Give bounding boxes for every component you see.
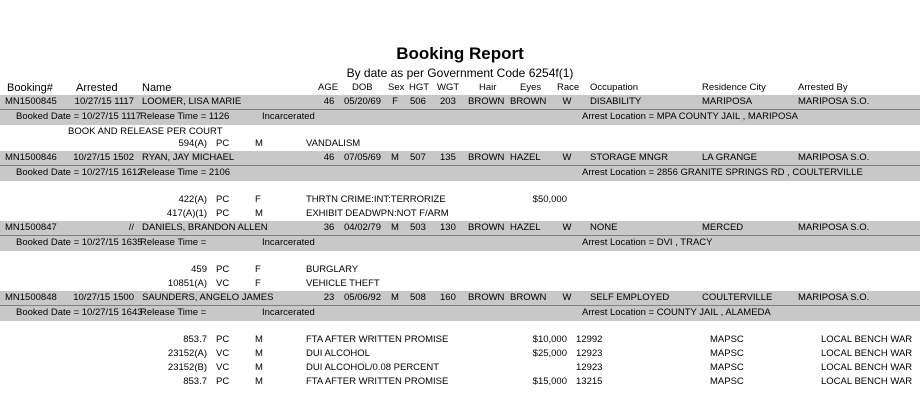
charge-statute-type: VC [216,362,230,373]
arresting-agency: MARIPOSA S.O. [798,152,870,163]
charge-level: F [255,194,261,205]
height: 508 [410,292,426,303]
booking-number: MN1500848 [5,292,57,303]
arrest-location: Arrest Location = MPA COUNTY JAIL , MARIPOSA [582,111,799,122]
charge-court: LOCAL BENCH WAR [821,334,913,345]
row-divider [0,165,920,166]
header-dob: DOB [352,82,373,93]
dob: 05/20/69 [344,96,381,107]
sex: F [392,96,398,107]
release-time: Release Time = 2106 [140,167,231,178]
charge-code: 10851(A) [167,278,207,289]
header-booking: Booking# [7,82,53,94]
weight: 160 [440,292,456,303]
charge-level: M [255,334,263,345]
race: W [562,96,572,107]
booking-number: MN1500845 [5,96,57,107]
arrested-datetime: // [128,222,134,233]
sex: M [391,292,399,303]
hair-color: BROWN [468,292,505,303]
charge-description: DUI ALCOHOL/0.08 PERCENT [306,362,440,373]
weight: 135 [440,152,456,163]
person-name: SAUNDERS, ANGELO JAMES [142,292,274,303]
arresting-agency: MARIPOSA S.O. [798,222,870,233]
hair-color: BROWN [468,152,505,163]
charge-code: 23152(A) [167,348,207,359]
eye-color: HAZEL [510,152,541,163]
charge-bail: $25,000 [532,348,567,359]
booked-date: Booked Date = 10/27/15 1612 [16,167,143,178]
age: 36 [323,222,335,233]
charge-code: 853.7 [183,376,207,387]
charge-code: 422(A) [178,194,207,205]
person-name: LOOMER, LISA MARIE [142,96,242,107]
charge-bail: $10,000 [532,334,567,345]
header-name: Name [142,82,172,94]
race: W [562,152,572,163]
header-arrested-by: Arrested By [798,82,848,93]
booking-number: MN1500846 [5,152,57,163]
charge-statute-type: PC [216,376,230,387]
arrested-datetime: 10/27/15 1500 [73,292,134,303]
custody-status: Incarcerated [262,237,315,248]
charge-code: 417(A)(1) [166,208,207,219]
charge-court: LOCAL BENCH WAR [821,376,913,387]
charge-description: FTA AFTER WRITTEN PROMISE [306,376,449,387]
race: W [562,222,572,233]
dob: 05/06/92 [344,292,381,303]
charge-agency: MAPSC [710,334,744,345]
charge-bail: $50,000 [532,194,567,205]
charge-description: EXHIBIT DEADWPN:NOT F/ARM [306,208,449,219]
occupation: STORAGE MNGR [590,152,668,163]
eye-color: BROWN [510,292,547,303]
row-divider [0,109,920,110]
charge-code: 459 [191,264,207,275]
occupation: NONE [590,222,618,233]
booked-date: Booked Date = 10/27/15 1117 [16,111,142,122]
occupation: SELF EMPLOYED [590,292,670,303]
charge-level: M [255,138,263,149]
custody-status: Incarcerated [262,111,315,122]
charge-court: LOCAL BENCH WAR [821,362,913,373]
charge-level: M [255,376,263,387]
charge-statute-type: PC [216,208,230,219]
charge-description: DUI ALCOHOL [306,348,370,359]
charge-statute-type: PC [216,194,230,205]
charge-description: BURGLARY [306,264,359,275]
person-name: DANIELS, BRANDON ALLEN [142,222,268,233]
report-subtitle: By date as per Government Code 6254f(1) [346,66,574,80]
weight: 203 [440,96,456,107]
header-residence-city: Residence City [702,82,766,93]
header-eyes: Eyes [520,82,542,93]
charge-description: VANDALISM [306,138,361,149]
release-time: Release Time = 1126 [140,111,230,122]
person-name: RYAN, JAY MICHAEL [142,152,235,163]
charge-statute-type: PC [216,264,230,275]
booking-note: BOOK AND RELEASE PER COURT [68,126,223,137]
charge-level: M [255,348,263,359]
arrested-datetime: 10/27/15 1117 [74,96,134,107]
charge-case-number: 12992 [576,334,603,345]
eye-color: BROWN [510,96,547,107]
weight: 130 [440,222,456,233]
booking-number: MN1500847 [5,222,57,233]
charge-bail: $15,000 [532,376,567,387]
residence-city: COULTERVILLE [702,292,773,303]
header-hair: Hair [479,82,497,93]
charge-description: THRTN CRIME:INT:TERRORIZE [306,194,446,205]
height: 506 [410,96,426,107]
dob: 07/05/69 [344,152,381,163]
race: W [562,292,572,303]
age: 23 [323,292,335,303]
header-wgt: WGT [437,82,460,93]
header-occupation: Occupation [590,82,639,93]
occupation: DISABILITY [590,96,642,107]
charge-code: 853.7 [183,334,207,345]
height: 507 [410,152,426,163]
charge-agency: MAPSC [710,376,744,387]
release-time: Release Time = [140,237,207,248]
charge-court: LOCAL BENCH WAR [821,348,913,359]
charge-level: F [255,264,261,275]
hair-color: BROWN [468,96,505,107]
sex: M [391,152,399,163]
charge-description: VEHICLE THEFT [306,278,380,289]
charge-description: FTA AFTER WRITTEN PROMISE [306,334,449,345]
booked-date: Booked Date = 10/27/15 1643 [16,307,143,318]
charge-case-number: 13215 [576,376,603,387]
charge-level: M [255,362,263,373]
header-arrested: Arrested [76,82,118,94]
charge-statute-type: VC [216,278,230,289]
arresting-agency: MARIPOSA S.O. [798,96,870,107]
row-divider [0,235,920,236]
residence-city: MARIPOSA [702,96,753,107]
charge-agency: MAPSC [710,362,744,373]
sex: M [391,222,399,233]
eye-color: HAZEL [510,222,541,233]
charge-case-number: 12923 [576,348,603,359]
charge-agency: MAPSC [710,348,744,359]
charge-code: 594(A) [178,138,207,149]
charge-code: 23152(B) [167,362,207,373]
custody-status: Incarcerated [262,307,315,318]
release-time: Release Time = [140,307,207,318]
arrested-datetime: 10/27/15 1502 [73,152,134,163]
height: 503 [410,222,426,233]
row-divider [0,305,920,306]
arrest-location: Arrest Location = COUNTY JAIL , ALAMEDA [582,307,771,318]
report-title: Booking Report [396,44,524,63]
arrest-location: Arrest Location = 2856 GRANITE SPRINGS RD , COULTERVILLE [582,167,863,178]
charge-statute-type: PC [216,138,230,149]
residence-city: LA GRANGE [702,152,757,163]
age: 46 [323,152,335,163]
hair-color: BROWN [468,222,505,233]
header-hgt: HGT [409,82,430,93]
booked-date: Booked Date = 10/27/15 1635 [16,237,143,248]
charge-level: M [255,208,263,219]
header-race: Race [557,82,580,93]
charge-statute-type: PC [216,334,230,345]
charge-case-number: 12923 [576,362,603,373]
dob: 04/02/79 [344,222,381,233]
age: 46 [323,96,335,107]
header-age: AGE [318,82,339,93]
residence-city: MERCED [702,222,744,233]
charge-statute-type: VC [216,348,230,359]
arrest-location: Arrest Location = DVI , TRACY [582,237,713,248]
charge-level: F [255,278,261,289]
header-sex: Sex [388,82,405,93]
arresting-agency: MARIPOSA S.O. [798,292,870,303]
